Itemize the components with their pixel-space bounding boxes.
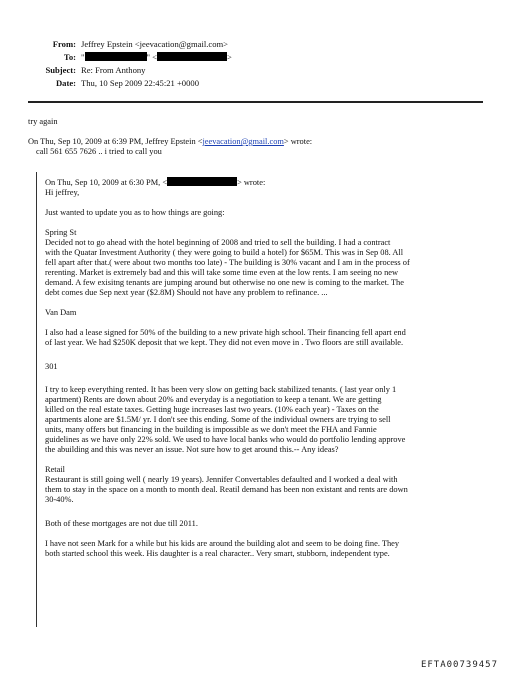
inner-intro bbox=[45, 177, 483, 188]
paragraph-line: with the Quatar Investment Authority ( they were going to build a hotel) for $65M. This was in Sep 08. All bbox=[45, 248, 404, 257]
quote-intro-suffix: > wrote: bbox=[283, 137, 313, 146]
inner-intro-prefix: On Thu, Sep 10, 2009 at 6:30 PM, < bbox=[45, 178, 168, 187]
from-row bbox=[0, 38, 512, 51]
header-divider bbox=[28, 101, 483, 103]
paragraph-line: of last year. We had $250K deposit that we kept. They did not even move in . Two floors are still available. bbox=[45, 338, 404, 347]
section-title: Retail bbox=[45, 465, 66, 474]
subject-value: Re: From Anthony bbox=[81, 65, 146, 75]
date-value: Thu, 10 Sep 2009 22:45:21 +0000 bbox=[81, 78, 199, 88]
from-value: Jeffrey Epstein <jeevacation@gmail.com> bbox=[81, 39, 229, 49]
reply-text: try again bbox=[28, 117, 58, 126]
subject-label: Subject: bbox=[45, 65, 76, 75]
n301-section bbox=[45, 385, 483, 455]
paragraph-line: them to stay in the space on a month to month deal. Reatil demand has been non existant and rents are down bbox=[45, 485, 408, 494]
redaction-block bbox=[157, 52, 227, 61]
email-link[interactable]: jeevacation@gmail.com bbox=[202, 137, 284, 146]
paragraph-line: debt comes due Sep next year ($2.8M) Should not have any problem to refinance. ... bbox=[45, 288, 328, 297]
paragraph-line: units, many offers but financing in the building is impossible as we don't meet the FHA and Fannie bbox=[45, 425, 377, 434]
paragraph-line: I also had a lease signed for 50% of the building to a new private high school. Their financing fell apart end bbox=[45, 328, 406, 337]
to-prefix: " bbox=[81, 52, 85, 62]
retail-section bbox=[45, 465, 483, 505]
section-title: Van Dam bbox=[45, 308, 77, 317]
paragraph-line: Restaurant is still going well ( nearly 19 years). Jennifer Convertables defaulted and I worked a deal with bbox=[45, 475, 398, 484]
inner-intro-suffix: > wrote: bbox=[237, 178, 266, 187]
paragraph-line: apartments alone are $1.5M/ yr. I don't see this ending. Some of the individual owners are trying to sell bbox=[45, 415, 391, 424]
family-section bbox=[45, 539, 483, 559]
to-row bbox=[0, 51, 512, 64]
to-value bbox=[81, 51, 232, 64]
paragraph-line: killed on the real estate taxes. Getting huge increases last two years. (10% each year) - Taxes on the bbox=[45, 405, 379, 414]
vandam-section bbox=[45, 328, 483, 348]
quoted-message-content bbox=[45, 177, 483, 569]
to-suffix: > bbox=[227, 52, 232, 62]
paragraph-line: Decided not to go ahead with the hotel beginning of 2008 and tried to sell the building. I had a contract bbox=[45, 238, 391, 247]
subject-row bbox=[0, 64, 512, 77]
paragraph-line: 30-40%. bbox=[45, 495, 74, 504]
date-label: Date: bbox=[55, 78, 76, 88]
paragraph-line: the abuilding and this was never an issue. Not sure how to get around this.-- Any ideas? bbox=[45, 445, 339, 454]
paragraph-line: demand. A few exisitng tenants are jumping around but otherwise no one new is coming to the market. The bbox=[45, 278, 404, 287]
message-body bbox=[28, 117, 488, 157]
quoted-line: call 561 655 7626 .. i tried to call you bbox=[36, 147, 162, 156]
paragraph-line: fell apart after that.( were about two months too late) - The building is 30% vacant and I am in the process of bbox=[45, 258, 410, 267]
redaction-block bbox=[85, 52, 147, 61]
date-row bbox=[0, 77, 512, 90]
paragraph-line: guidelines as we have only 22% sold. We used to have local banks who would do portfolio lending approve bbox=[45, 435, 406, 444]
spring-section bbox=[45, 228, 483, 298]
section-title: 301 bbox=[45, 362, 58, 371]
from-label: From: bbox=[52, 39, 76, 49]
paragraph-line: I have not seen Mark for a while but his kids are around the building alot and seem to be doing fine. They bbox=[45, 539, 400, 548]
mortgages-paragraph: Both of these mortgages are not due till 2011. bbox=[45, 519, 198, 528]
quoted-message bbox=[36, 172, 489, 627]
email-header bbox=[0, 38, 512, 90]
quote-intro-prefix: On Thu, Sep 10, 2009 at 6:39 PM, Jeffrey Epstein < bbox=[28, 137, 203, 146]
redaction-block bbox=[167, 177, 237, 186]
intro-paragraph: Just wanted to update you as to how things are going: bbox=[45, 208, 225, 217]
quote-intro bbox=[28, 137, 488, 147]
paragraph-line: rerenting. Market is extremely bad and this will take some time even at the low rents. I am seeing no new bbox=[45, 268, 399, 277]
section-title: Spring St bbox=[45, 228, 77, 237]
paragraph-line: apartment) Rents are down about 20% and everyday is a negotiation to keep a tenant. We are getting bbox=[45, 395, 382, 404]
to-mid: " < bbox=[146, 52, 158, 62]
greeting: Hi jeffrey, bbox=[45, 188, 80, 197]
paragraph-line: I try to keep everything rented. It has been very slow on getting back stabilized tenants. ( last year only 1 bbox=[45, 385, 397, 394]
paragraph-line: both started school this week. His daughter is a real character.. Very smart, stubborn, independent type. bbox=[45, 549, 390, 558]
document-id: EFTA00739457 bbox=[420, 660, 498, 670]
to-label: To: bbox=[63, 52, 76, 62]
